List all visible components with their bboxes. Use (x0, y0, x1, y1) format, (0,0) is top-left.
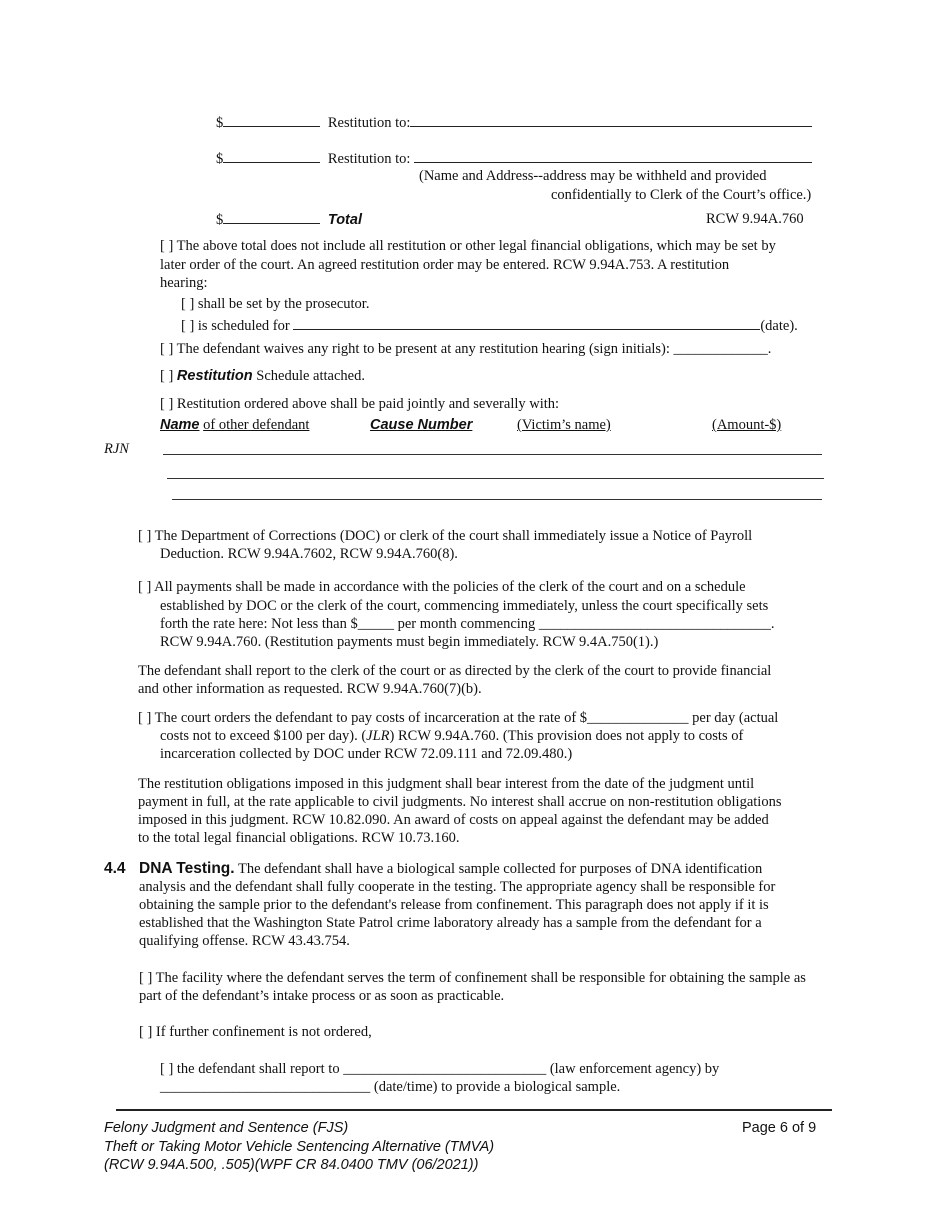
total-amount-blank (223, 210, 320, 224)
incarceration-line-2b: ) RCW 9.94A.760. (This provision does not apply to costs of (389, 728, 744, 744)
col-name-rest: of other defendant (203, 417, 310, 433)
recipient-blank (410, 113, 812, 127)
scheduled-label: [ ] is scheduled for (181, 318, 290, 334)
payments-line-1: [ ] All payments shall be made in accordance with the policies of the clerk of the court and on a schedule (138, 579, 746, 595)
defendant-line-1 (163, 454, 822, 455)
footer-line-2: Theft or Taking Motor Vehicle Sentencing Alternative (TMVA) (104, 1138, 495, 1155)
waives-hearing: [ ] The defendant waives any right to be present at any restitution hearing (sign initials): _____________. (160, 341, 772, 357)
amount-blank (223, 149, 320, 163)
amount-blank (223, 113, 320, 127)
report-line-2: and other information as requested. RCW 9.94A.760(7)(b). (138, 681, 482, 697)
section-number: 4.4 (104, 860, 126, 877)
dna-report-line-2: _____________________________ (date/time) to provide a biological sample. (160, 1079, 621, 1095)
dna-line-1 (139, 860, 762, 878)
interest-line-1: The restitution obligations imposed in this judgment shall bear interest from the date of the judgment until (138, 776, 755, 792)
jointly-severally: [ ] Restitution ordered above shall be paid jointly and severally with: (160, 396, 560, 412)
address-note-line-1: (Name and Address--address may be withheld and provided (419, 168, 767, 184)
incarceration-line-2a: costs not to exceed $100 per day). ( (160, 728, 367, 744)
address-note-line-2: confidentially to Clerk of the Court’s office.) (551, 187, 812, 203)
payments-line-2: established by DOC or the clerk of the court, commencing immediately, unless the court specifically sets (160, 598, 769, 614)
dollar-sign: $ (216, 151, 224, 167)
schedule-suffix: Schedule attached. (256, 368, 365, 384)
defendant-line-3 (172, 499, 822, 500)
footer-line-1: Felony Judgment and Sentence (FJS) (104, 1120, 349, 1136)
facility-line-2: part of the defendant’s intake process or as soon as practicable. (139, 988, 505, 1004)
col-victim-name: (Victim’s name) (517, 417, 611, 433)
dna-text-1: The defendant shall have a biological sample collected for purposes of DNA identification (237, 861, 763, 877)
payments-line-4: RCW 9.94A.760. (Restitution payments must begin immediately. RCW 9.4A.750(1).) (160, 634, 659, 650)
dna-heading: DNA Testing. (139, 860, 235, 877)
facility-line-1: [ ] The facility where the defendant serves the term of confinement shall be responsible for obtaining the sample as (139, 970, 806, 986)
interest-line-2: payment in full, at the rate applicable to civil judgments. No interest shall accrue on non-restitution obligations (138, 794, 782, 810)
incarceration-line-3: incarceration collected by DOC under RCW 72.09.111 and 72.09.480.) (160, 746, 573, 762)
restitution-row-1 (216, 113, 812, 132)
col-cause-number: Cause Number (370, 417, 473, 433)
dna-report-line-1: [ ] the defendant shall report to ____________________________ (law enforcement agency) by (160, 1061, 720, 1077)
hearing-option-scheduled (181, 316, 798, 335)
col-name-bold: Name (160, 417, 200, 433)
dna-line-3: obtaining the sample prior to the defendant's release from confinement. This paragraph does not apply if it is (139, 897, 769, 913)
doc-notice-line-1: [ ] The Department of Corrections (DOC) or clerk of the court shall immediately issue a Notice of Payroll (138, 528, 753, 544)
total-label: Total (327, 212, 362, 228)
restitution-label: Restitution to: (327, 115, 411, 131)
dna-line-5: qualifying offense. RCW 43.43.754. (139, 933, 350, 949)
date-suffix: (date). (760, 318, 798, 334)
footer-title (104, 1119, 494, 1175)
doc-notice-line-2: Deduction. RCW 9.94A.7602, RCW 9.94A.760(8). (160, 546, 458, 562)
dollar-sign: $ (216, 212, 224, 228)
col-amount: (Amount-$) (712, 417, 782, 433)
total-rcw: RCW 9.94A.760 (706, 211, 804, 227)
dollar-sign: $ (216, 115, 224, 131)
footer-line-3: (RCW 9.94A.500, .505)(WPF CR 84.0400 TMV (06/2021)) (104, 1157, 479, 1173)
recipient-blank (414, 149, 812, 163)
interest-line-3: imposed in this judgment. RCW 10.82.090. An award of costs on appeal against the defendant may be added (138, 812, 769, 828)
not-include-line-2: later order of the court. An agreed restitution order may be entered. RCW 9.94A.753. A restitution (160, 257, 730, 273)
footer-rule (116, 1109, 832, 1111)
not-include-line-3: hearing: (160, 275, 208, 291)
schedule-bold-label: Restitution (176, 368, 253, 384)
not-include-line-1: [ ] The above total does not include all restitution or other legal financial obligations, which may be set by (160, 238, 776, 254)
jlr-italic: JLR (366, 728, 390, 744)
incarceration-line-2 (160, 727, 743, 745)
restitution-total-row (216, 210, 362, 229)
schedule-attached (160, 367, 365, 385)
dna-line-2: analysis and the defendant shall fully cooperate in the testing. The appropriate agency shall be responsible for (139, 879, 776, 895)
interest-line-4: to the total legal financial obligations. RCW 10.73.160. (138, 830, 460, 846)
payments-line-3: forth the rate here: Not less than $_____ per month commencing ________________________________. (160, 616, 775, 632)
date-blank (293, 316, 760, 330)
hearing-option-prosecutor: [ ] shall be set by the prosecutor. (181, 296, 370, 312)
report-line-1: The defendant shall report to the clerk of the court or as directed by the clerk of the court to provide financial (138, 663, 772, 679)
restitution-label: Restitution to: (327, 151, 411, 167)
dna-line-4: established that the Washington State Patrol crime laboratory already has a sample from the defendant for a (139, 915, 762, 931)
restitution-row-2 (216, 149, 812, 168)
handwritten-initials: RJN (104, 441, 129, 457)
incarceration-line-1: [ ] The court orders the defendant to pay costs of incarceration at the rate of $______________ per day (actual (138, 710, 779, 726)
page-number: Page 6 of 9 (742, 1120, 817, 1136)
further-confinement: [ ] If further confinement is not ordered, (139, 1024, 372, 1040)
checkbox-bracket: [ ] (160, 368, 174, 384)
defendant-line-2 (167, 478, 824, 479)
col-name-of-defendant (160, 416, 309, 434)
